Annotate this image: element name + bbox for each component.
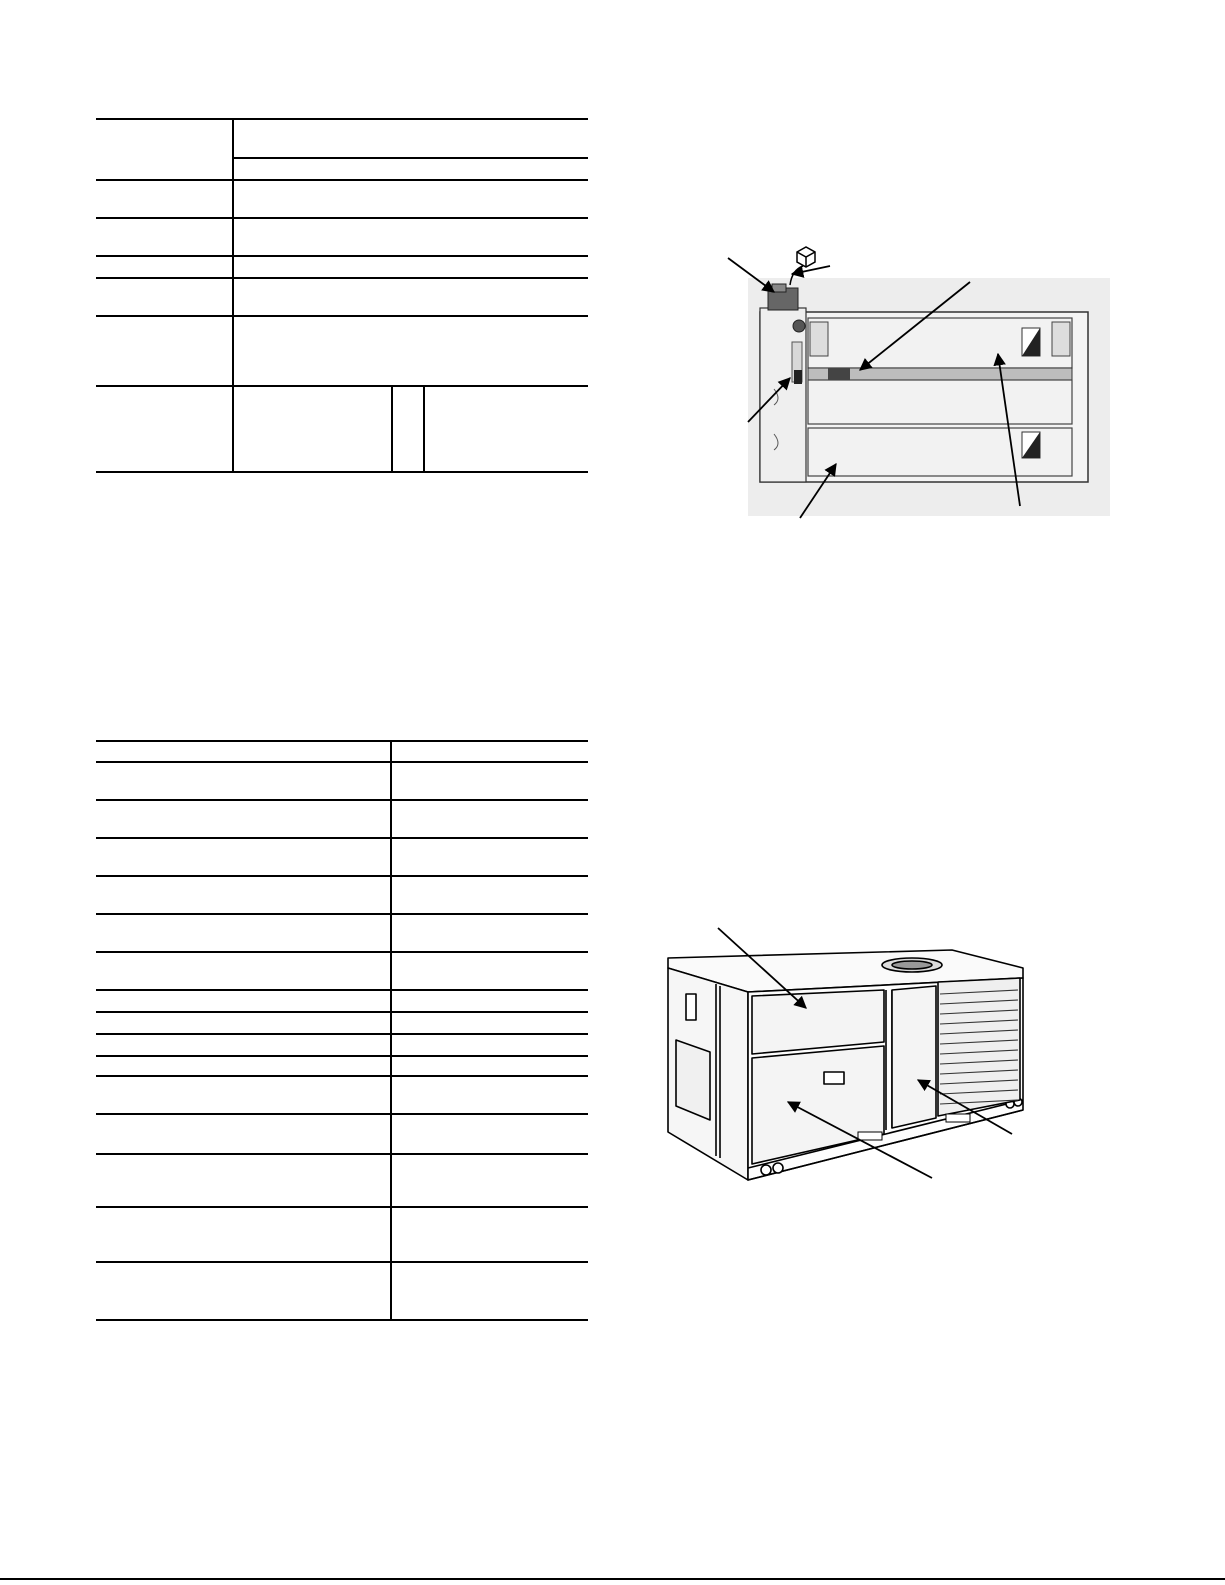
unit-figure (640, 920, 1060, 1190)
unit-drawing (640, 920, 1060, 1190)
spec-table (96, 118, 588, 474)
cube-icon (797, 247, 815, 267)
callout-arrow-2 (792, 266, 830, 274)
spec-table-rules (96, 118, 588, 474)
parts-table-rules (96, 740, 588, 1322)
panel-figure (700, 230, 1120, 530)
panel-drawing (700, 230, 1120, 530)
parts-table (96, 740, 588, 1322)
footer-rule (0, 1578, 1225, 1580)
